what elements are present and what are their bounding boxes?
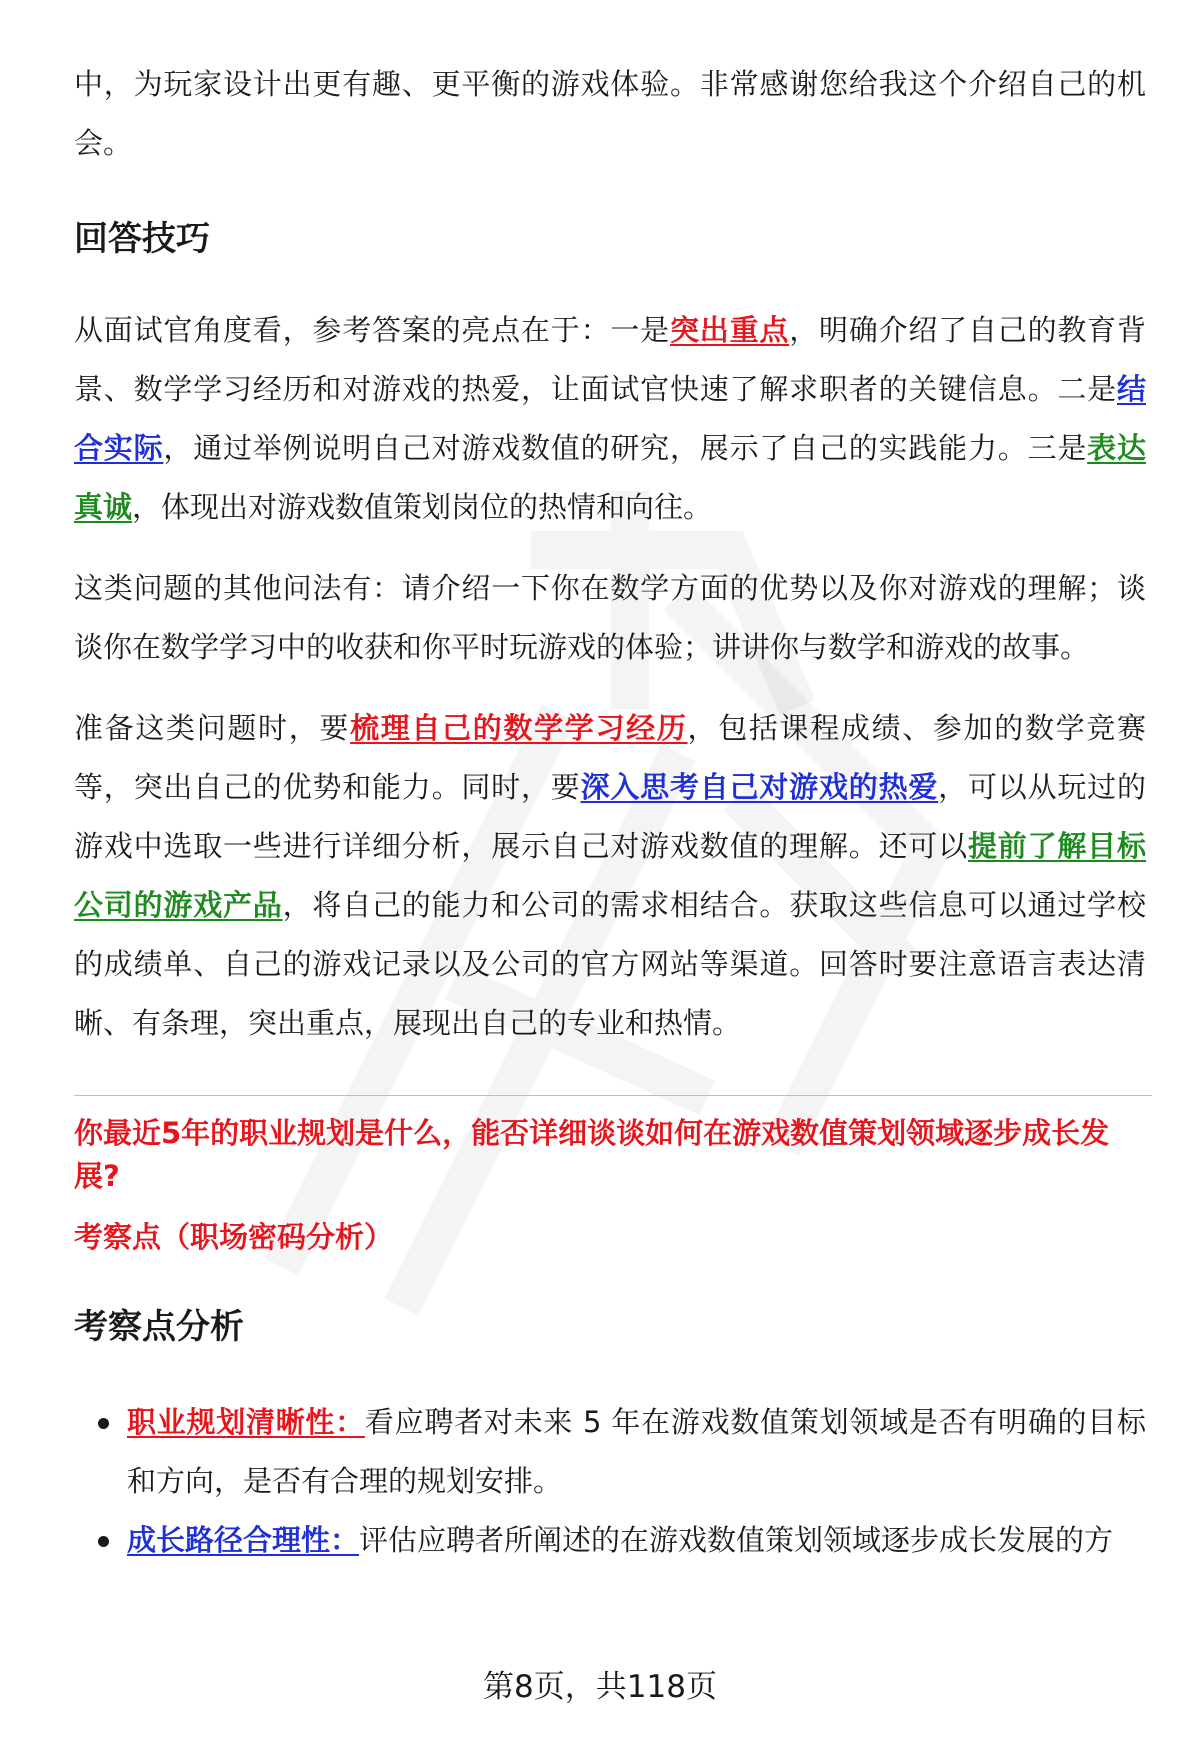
bullet-icon [98,1536,109,1547]
highlight-game-passion: 深入思考自己对游戏的热爱 [580,770,939,804]
page-number: 第8页，共118页 [483,1669,717,1705]
highlight-sincere: 表达真诚 [74,431,1146,524]
list-item-label: 职业规划清晰性： [127,1405,365,1439]
list-item-text: 看应聘者对未来 5 年在游戏数值策划领域是否有明确的目标和方向，是否有合理的规划安排。 [127,1405,1146,1498]
tips-paragraph-2: 这类问题的其他问法有：请介绍一下你在数学方面的优势以及你对游戏的理解；谈谈你在数学学习中的收获和你平时玩游戏的体验；讲讲你与数学和游戏的故事。 [74,571,1146,664]
list-item [74,1393,1146,1511]
highlight-company-products: 提前了解目标公司的游戏产品 [74,829,1146,922]
interview-question: 你最近5年的职业规划是什么，能否详细谈谈如何在游戏数值策划领域逐步成长发展? [74,1116,1110,1193]
highlight-combine-practice: 结合实际 [74,372,1146,465]
highlight-stand-out: 突出重点 [669,313,790,347]
intro-paragraph-tail: 中，为玩家设计出更有趣、更平衡的游戏体验。非常感谢您给我这个介绍自己的机会。 [74,67,1146,160]
highlight-math-history: 梳理自己的数学学习经历 [350,711,688,745]
analysis-heading: 考察点分析 [74,1307,244,1347]
list-item [74,1511,1146,1570]
list-item-text: 评估应聘者所阐述的在游戏数值策划领域逐步成长发展的方 [359,1523,1114,1557]
bullet-icon [98,1418,109,1429]
tips-paragraph-3: 准备这类问题时，要梳理自己的数学学习经历，包括课程成绩、参加的数学竞赛等，突出自己的优势和能力。同时，要深入思考自己对游戏的热爱，可以从玩过的游戏中选取一些进行详细分析，展示自己对游戏数值的理解。还可以提前了解目标公司的游戏产品，将自己的能力和公司的需求相结合。获取这些信息可以通过学校的成绩单、自己的游戏记录以及公司的官方网站等渠道。回答时要注意语言表达清晰、有条理，突出重点，展现出自己的专业和热情。 [74,711,1146,1040]
exam-point-label: 考察点（职场密码分析） [74,1220,394,1254]
analysis-list [74,1393,1146,1570]
tips-paragraph-1: 从面试官角度看，参考答案的亮点在于：一是突出重点，明确介绍了自己的教育背景、数学学习经历和对游戏的热爱，让面试官快速了解求职者的关键信息。二是结合实际，通过举例说明自己对游戏数值的研究，展示了自己的实践能力。三是表达真诚，体现出对游戏数值策划岗位的热情和向往。 [74,313,1146,524]
tips-heading: 回答技巧 [74,219,210,259]
list-item-label: 成长路径合理性： [127,1523,360,1557]
main-content [74,55,1146,1570]
